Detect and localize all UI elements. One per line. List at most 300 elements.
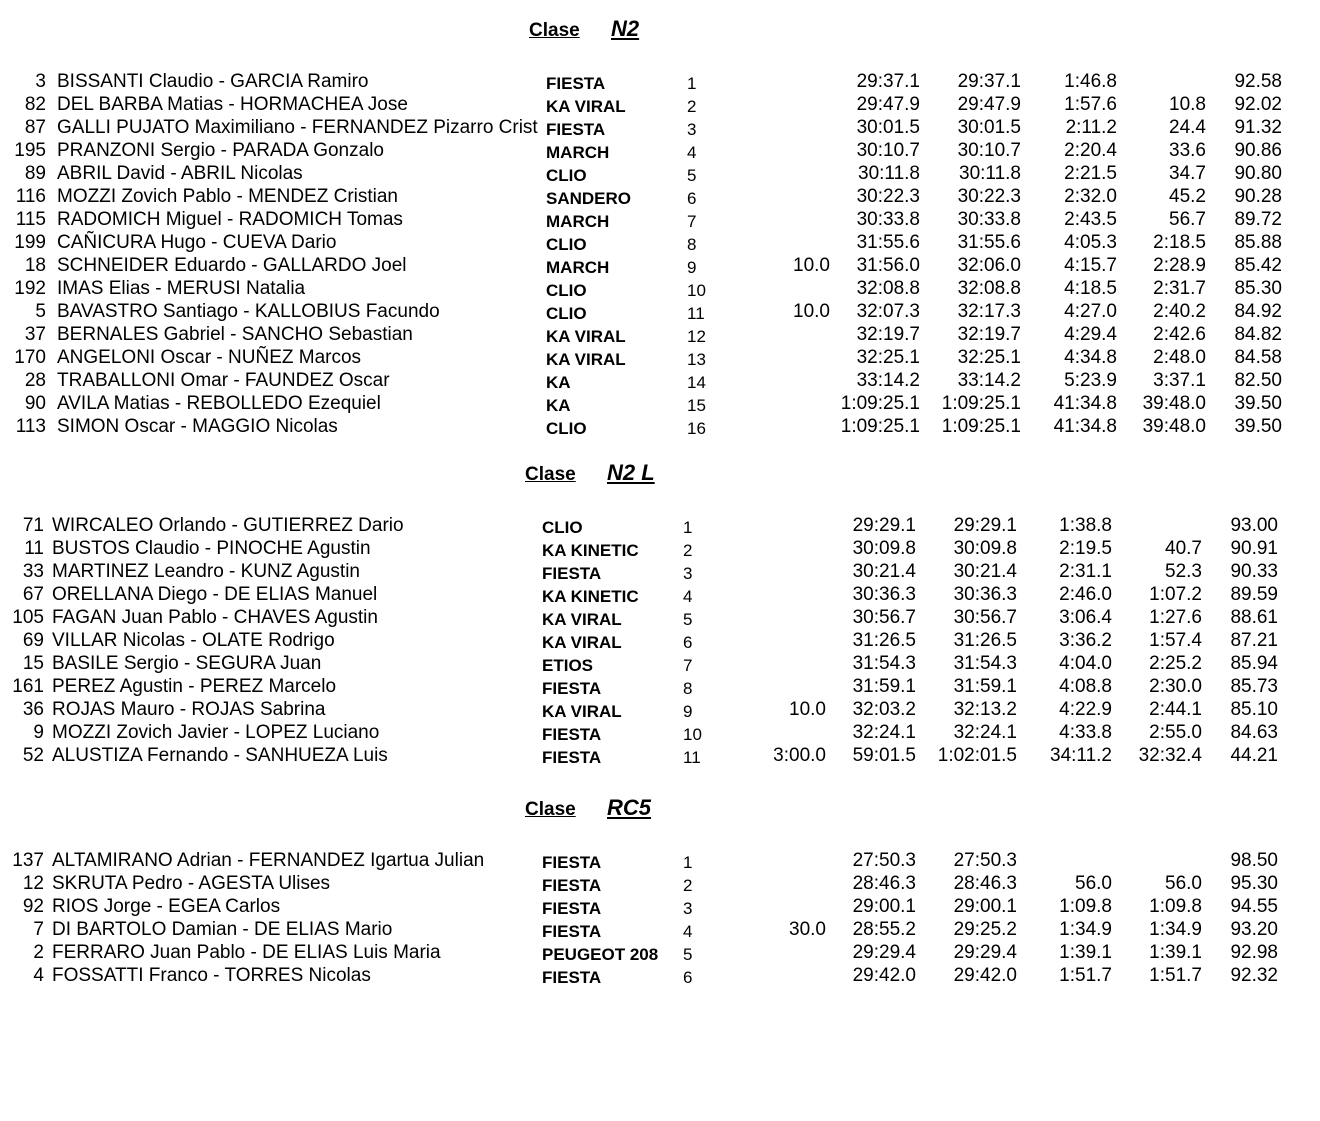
car-model: CLIO (546, 419, 587, 438)
car-model: KA VIRAL (542, 633, 622, 652)
table-row (0, 346, 1320, 369)
table-row (0, 116, 1320, 139)
section-label: Clase (529, 20, 580, 41)
section-header-rc5 (0, 795, 1320, 823)
crew-names: ANGELONI Oscar - NUÑEZ Marcos (57, 347, 362, 368)
crew-names: AVILA Matias - REBOLLEDO Ezequiel (57, 393, 381, 414)
position: 11 (683, 748, 701, 767)
section-name: N2 (611, 16, 640, 41)
total-time: 1:09:25.1 (941, 416, 1021, 437)
car-model: KA VIRAL (546, 350, 626, 369)
table-row (0, 323, 1320, 346)
car-model: CLIO (546, 235, 587, 254)
total-time: 31:54.3 (953, 653, 1017, 674)
percentage: 85.10 (1230, 699, 1278, 720)
crew-names: IMAS Elias - MERUSI Natalia (57, 278, 306, 299)
gap-first: 1:46.8 (1064, 71, 1117, 92)
car-model: FIESTA (542, 564, 602, 583)
car-number: 28 (24, 370, 46, 391)
table-row (0, 514, 1320, 537)
gap-previous: 2:28.9 (1153, 255, 1206, 276)
stage-time: 1:09:25.1 (840, 393, 920, 414)
crew-names: PRANZONI Sergio - PARADA Gonzalo (57, 140, 384, 161)
position: 4 (687, 143, 697, 162)
car-model: KA VIRAL (542, 702, 622, 721)
table-row (0, 629, 1320, 652)
section-name: N2 L (607, 460, 655, 485)
position: 13 (687, 350, 706, 369)
table-row (0, 300, 1320, 323)
position: 1 (683, 853, 693, 872)
gap-previous: 2:44.1 (1149, 699, 1202, 720)
total-time: 29:00.1 (953, 896, 1017, 917)
car-number: 4 (33, 965, 44, 986)
car-model: FIESTA (542, 679, 602, 698)
stage-time: 29:37.1 (856, 71, 920, 92)
gap-first: 41:34.8 (1053, 393, 1117, 414)
car-number: 5 (35, 301, 46, 322)
total-time: 32:13.2 (953, 699, 1017, 720)
gap-first: 2:11.2 (1065, 117, 1117, 138)
car-model: KA KINETIC (542, 541, 639, 560)
stage-time: 30:01.5 (856, 117, 920, 138)
percentage: 85.42 (1234, 255, 1282, 276)
percentage: 87.21 (1230, 630, 1278, 651)
car-model: PEUGEOT 208 (542, 945, 659, 964)
gap-first: 4:29.4 (1064, 324, 1117, 345)
percentage: 93.20 (1230, 919, 1278, 940)
crew-names: FERRARO Juan Pablo - DE ELIAS Luis Maria (52, 942, 441, 963)
table-row (0, 744, 1320, 767)
table-row (0, 537, 1320, 560)
car-model: CLIO (546, 281, 587, 300)
table-row (0, 208, 1320, 231)
car-model: KA (546, 373, 571, 392)
gap-previous: 40.7 (1165, 538, 1202, 559)
car-number: 52 (22, 745, 44, 766)
gap-previous: 1:09.8 (1149, 896, 1202, 917)
crew-names: DEL BARBA Matias - HORMACHEA Jose (57, 94, 408, 115)
position: 3 (683, 564, 693, 583)
stage-time: 1:09:25.1 (840, 416, 920, 437)
total-time: 33:14.2 (957, 370, 1021, 391)
position: 6 (683, 968, 693, 987)
total-time: 29:47.9 (957, 94, 1021, 115)
car-number: 18 (24, 255, 46, 276)
stage-time: 30:10.7 (856, 140, 920, 161)
crew-names: MARTINEZ Leandro - KUNZ Agustin (52, 561, 360, 582)
gap-previous: 33.6 (1169, 140, 1206, 161)
table-row (0, 606, 1320, 629)
gap-first: 2:20.4 (1064, 140, 1117, 161)
gap-previous: 2:40.2 (1153, 301, 1206, 322)
gap-previous: 45.2 (1169, 186, 1206, 207)
crew-names: RADOMICH Miguel - RADOMICH Tomas (57, 209, 403, 230)
crew-names: ORELLANA Diego - DE ELIAS Manuel (52, 584, 378, 605)
gap-previous: 10.8 (1169, 94, 1206, 115)
car-model: MARCH (546, 212, 610, 231)
percentage: 85.73 (1230, 676, 1278, 697)
gap-first: 1:38.8 (1059, 515, 1112, 536)
gap-previous: 1:57.4 (1149, 630, 1202, 651)
gap-first: 2:21.5 (1064, 163, 1117, 184)
percentage: 92.02 (1234, 94, 1282, 115)
car-model: FIESTA (542, 725, 602, 744)
gap-first: 1:09.8 (1059, 896, 1112, 917)
crew-names: MOZZI Zovich Pablo - MENDEZ Cristian (57, 186, 398, 207)
crew-names: BERNALES Gabriel - SANCHO Sebastian (57, 324, 413, 345)
position: 12 (687, 327, 706, 346)
penalty: 30.0 (789, 919, 826, 940)
gap-previous: 34.7 (1169, 163, 1206, 184)
percentage: 90.28 (1234, 186, 1282, 207)
crew-names: SKRUTA Pedro - AGESTA Ulises (52, 873, 331, 894)
stage-time: 31:59.1 (852, 676, 916, 697)
total-time: 29:29.1 (953, 515, 1017, 536)
position: 3 (687, 120, 697, 139)
crew-names: GALLI PUJATO Maximiliano - FERNANDEZ Pizarro Crist (57, 117, 538, 138)
stage-time: 29:00.1 (852, 896, 916, 917)
total-time: 29:37.1 (957, 71, 1021, 92)
gap-first: 4:34.8 (1064, 347, 1117, 368)
car-model: MARCH (546, 258, 610, 277)
total-time: 31:26.5 (953, 630, 1017, 651)
crew-names: CAÑICURA Hugo - CUEVA Dario (57, 232, 337, 253)
table-row (0, 698, 1320, 721)
car-number: 89 (24, 163, 46, 184)
car-model: CLIO (546, 304, 587, 323)
gap-previous: 39:48.0 (1142, 393, 1206, 414)
total-time: 29:29.4 (953, 942, 1017, 963)
total-time: 30:09.8 (953, 538, 1017, 559)
car-number: 15 (22, 653, 44, 674)
car-number: 137 (12, 850, 44, 871)
total-time: 32:25.1 (957, 347, 1021, 368)
total-time: 30:33.8 (957, 209, 1021, 230)
car-model: CLIO (546, 166, 587, 185)
position: 11 (687, 304, 705, 323)
table-row (0, 918, 1320, 941)
table-row (0, 93, 1320, 116)
stage-time: 30:56.7 (852, 607, 916, 628)
table-row (0, 369, 1320, 392)
table-row (0, 583, 1320, 606)
gap-first: 2:19.5 (1059, 538, 1112, 559)
position: 2 (683, 876, 693, 895)
crew-names: ROJAS Mauro - ROJAS Sabrina (52, 699, 326, 720)
percentage: 90.80 (1234, 163, 1282, 184)
crew-names: BISSANTI Claudio - GARCIA Ramiro (57, 71, 369, 92)
total-time: 32:19.7 (957, 324, 1021, 345)
gap-previous: 2:18.5 (1153, 232, 1206, 253)
gap-previous: 1:51.7 (1149, 965, 1202, 986)
car-number: 90 (24, 393, 46, 414)
crew-names: PEREZ Agustin - PEREZ Marcelo (52, 676, 337, 697)
position: 7 (687, 212, 697, 231)
stage-time: 30:36.3 (852, 584, 916, 605)
position: 2 (687, 97, 697, 116)
stage-time: 32:25.1 (856, 347, 920, 368)
car-model: FIESTA (542, 748, 602, 767)
table-row (0, 139, 1320, 162)
table-row (0, 675, 1320, 698)
crew-names: FOSSATTI Franco - TORRES Nicolas (52, 965, 371, 986)
position: 16 (687, 419, 706, 438)
position: 6 (683, 633, 693, 652)
crew-names: BAVASTRO Santiago - KALLOBIUS Facundo (57, 301, 440, 322)
position: 3 (683, 899, 693, 918)
crew-names: ALTAMIRANO Adrian - FERNANDEZ Igartua Julian (52, 850, 485, 871)
position: 9 (687, 258, 697, 277)
gap-previous: 2:48.0 (1153, 347, 1206, 368)
percentage: 85.94 (1230, 653, 1278, 674)
stage-time: 32:03.2 (852, 699, 916, 720)
section-label: Clase (525, 464, 576, 485)
crew-names: VILLAR Nicolas - OLATE Rodrigo (52, 630, 335, 651)
gap-previous: 1:27.6 (1149, 607, 1202, 628)
car-number: 115 (15, 209, 46, 230)
total-time: 30:36.3 (953, 584, 1017, 605)
stage-time: 32:24.1 (852, 722, 916, 743)
total-time: 30:11.8 (959, 163, 1021, 184)
percentage: 84.63 (1230, 722, 1278, 743)
gap-first: 56.0 (1075, 873, 1112, 894)
car-model: KA VIRAL (546, 97, 626, 116)
table-row (0, 70, 1320, 93)
gap-first: 2:32.0 (1064, 186, 1117, 207)
crew-names: RIOS Jorge - EGEA Carlos (52, 896, 281, 917)
car-number: 161 (12, 676, 44, 697)
car-model: FIESTA (542, 876, 602, 895)
position: 15 (687, 396, 706, 415)
percentage: 88.61 (1230, 607, 1278, 628)
section-name: RC5 (607, 795, 652, 820)
total-time: 31:59.1 (953, 676, 1017, 697)
gap-first: 2:46.0 (1059, 584, 1112, 605)
gap-previous: 3:37.1 (1153, 370, 1206, 391)
gap-previous: 2:30.0 (1149, 676, 1202, 697)
gap-previous: 39:48.0 (1142, 416, 1206, 437)
car-model: FIESTA (546, 74, 606, 93)
stage-time: 29:29.1 (852, 515, 916, 536)
total-time: 32:24.1 (953, 722, 1017, 743)
car-model: KA (546, 396, 571, 415)
percentage: 92.58 (1234, 71, 1282, 92)
position: 14 (687, 373, 706, 392)
stage-time: 29:42.0 (852, 965, 916, 986)
position: 5 (683, 610, 693, 629)
position: 1 (687, 74, 697, 93)
gap-first: 1:34.9 (1059, 919, 1112, 940)
stage-time: 32:08.8 (856, 278, 920, 299)
table-row (0, 849, 1320, 872)
table-row (0, 415, 1320, 438)
table-row (0, 231, 1320, 254)
gap-first: 5:23.9 (1064, 370, 1117, 391)
stage-time: 30:21.4 (852, 561, 916, 582)
stage-time: 33:14.2 (856, 370, 920, 391)
percentage: 90.86 (1234, 140, 1282, 161)
total-time: 31:55.6 (957, 232, 1021, 253)
gap-first: 4:08.8 (1059, 676, 1112, 697)
stage-time: 31:55.6 (856, 232, 920, 253)
table-row (0, 895, 1320, 918)
car-number: 7 (33, 919, 44, 940)
percentage: 39.50 (1234, 416, 1282, 437)
percentage: 89.72 (1234, 209, 1282, 230)
car-number: 67 (22, 584, 44, 605)
car-number: 195 (14, 140, 46, 161)
section-label: Clase (525, 799, 576, 820)
gap-previous: 1:34.9 (1149, 919, 1202, 940)
total-time: 30:22.3 (957, 186, 1021, 207)
total-time: 29:42.0 (953, 965, 1017, 986)
car-model: ETIOS (542, 656, 594, 675)
car-number: 69 (22, 630, 44, 651)
position: 8 (683, 679, 693, 698)
gap-previous: 24.4 (1169, 117, 1206, 138)
total-time: 28:46.3 (953, 873, 1017, 894)
gap-first: 4:33.8 (1059, 722, 1112, 743)
percentage: 93.00 (1230, 515, 1278, 536)
penalty: 10.0 (789, 699, 826, 720)
percentage: 90.91 (1230, 538, 1278, 559)
car-model: CLIO (542, 518, 583, 537)
gap-previous: 1:07.2 (1149, 584, 1202, 605)
percentage: 92.32 (1230, 965, 1278, 986)
percentage: 85.30 (1234, 278, 1282, 299)
stage-time: 32:07.3 (856, 301, 920, 322)
gap-first: 2:43.5 (1064, 209, 1117, 230)
total-time: 32:08.8 (957, 278, 1021, 299)
crew-names: FAGAN Juan Pablo - CHAVES Agustin (52, 607, 378, 628)
car-model: KA VIRAL (546, 327, 626, 346)
car-model: FIESTA (542, 853, 602, 872)
car-number: 2 (33, 942, 44, 963)
stage-time: 29:29.4 (852, 942, 916, 963)
gap-previous: 1:39.1 (1149, 942, 1202, 963)
crew-names: ALUSTIZA Fernando - SANHUEZA Luis (52, 745, 388, 766)
table-row (0, 652, 1320, 675)
total-time: 32:06.0 (957, 255, 1021, 276)
position: 4 (683, 922, 693, 941)
table-row (0, 721, 1320, 744)
crew-names: ABRIL David - ABRIL Nicolas (57, 163, 303, 184)
total-time: 30:56.7 (953, 607, 1017, 628)
car-model: FIESTA (542, 899, 602, 918)
stage-time: 28:46.3 (852, 873, 916, 894)
gap-previous: 56.0 (1165, 873, 1202, 894)
percentage: 94.55 (1230, 896, 1278, 917)
total-time: 1:02:01.5 (937, 745, 1017, 766)
position: 8 (687, 235, 697, 254)
penalty: 10.0 (793, 301, 830, 322)
car-number: 71 (22, 515, 44, 536)
gap-first: 4:22.9 (1059, 699, 1112, 720)
car-number: 192 (14, 278, 46, 299)
stage-time: 31:56.0 (856, 255, 920, 276)
gap-first: 4:18.5 (1064, 278, 1117, 299)
percentage: 39.50 (1234, 393, 1282, 414)
gap-first: 3:36.2 (1059, 630, 1112, 651)
gap-first: 2:31.1 (1059, 561, 1112, 582)
position: 1 (683, 518, 693, 537)
position: 9 (683, 702, 693, 721)
car-model: SANDERO (546, 189, 632, 208)
position: 5 (683, 945, 693, 964)
car-number: 87 (24, 117, 46, 138)
gap-first: 4:15.7 (1064, 255, 1117, 276)
gap-previous: 2:25.2 (1149, 653, 1202, 674)
crew-names: SCHNEIDER Eduardo - GALLARDO Joel (57, 255, 407, 276)
gap-previous: 56.7 (1169, 209, 1206, 230)
table-row (0, 872, 1320, 895)
gap-first: 1:51.7 (1059, 965, 1112, 986)
percentage: 95.30 (1230, 873, 1278, 894)
percentage: 84.92 (1234, 301, 1282, 322)
car-model: FIESTA (546, 120, 606, 139)
crew-names: BASILE Sergio - SEGURA Juan (52, 653, 322, 674)
gap-previous: 52.3 (1165, 561, 1202, 582)
car-number: 113 (15, 416, 46, 437)
gap-previous: 32:32.4 (1138, 745, 1202, 766)
percentage: 82.50 (1234, 370, 1282, 391)
total-time: 30:21.4 (953, 561, 1017, 582)
gap-previous: 2:55.0 (1149, 722, 1202, 743)
table-row (0, 185, 1320, 208)
stage-time: 59:01.5 (852, 745, 916, 766)
car-number: 9 (33, 722, 44, 743)
car-number: 105 (12, 607, 44, 628)
gap-first: 1:39.1 (1059, 942, 1112, 963)
gap-first: 4:27.0 (1064, 301, 1117, 322)
gap-first: 41:34.8 (1053, 416, 1117, 437)
total-time: 30:01.5 (957, 117, 1021, 138)
car-number: 36 (22, 699, 44, 720)
crew-names: BUSTOS Claudio - PINOCHE Agustin (52, 538, 371, 559)
total-time: 29:25.2 (953, 919, 1017, 940)
position: 7 (683, 656, 693, 675)
gap-first: 4:04.0 (1059, 653, 1112, 674)
car-number: 116 (15, 186, 46, 207)
stage-time: 29:47.9 (856, 94, 920, 115)
table-row (0, 964, 1320, 987)
table-row (0, 941, 1320, 964)
percentage: 91.32 (1234, 117, 1282, 138)
table-row (0, 392, 1320, 415)
position: 10 (683, 725, 702, 744)
car-number: 12 (22, 873, 44, 894)
car-model: MARCH (546, 143, 610, 162)
car-number: 92 (22, 896, 44, 917)
gap-first: 1:57.6 (1064, 94, 1117, 115)
position: 6 (687, 189, 697, 208)
gap-previous: 2:31.7 (1153, 278, 1206, 299)
crew-names: MOZZI Zovich Javier - LOPEZ Luciano (52, 722, 380, 743)
section-header-n2l (0, 460, 1320, 488)
table-row (0, 254, 1320, 277)
stage-time: 28:55.2 (852, 919, 916, 940)
penalty: 10.0 (793, 255, 830, 276)
percentage: 89.59 (1230, 584, 1278, 605)
percentage: 84.82 (1234, 324, 1282, 345)
stage-time: 31:26.5 (852, 630, 916, 651)
car-number: 82 (24, 94, 46, 115)
car-number: 37 (24, 324, 46, 345)
car-number: 170 (14, 347, 46, 368)
stage-time: 30:09.8 (852, 538, 916, 559)
stage-time: 30:11.8 (858, 163, 920, 184)
